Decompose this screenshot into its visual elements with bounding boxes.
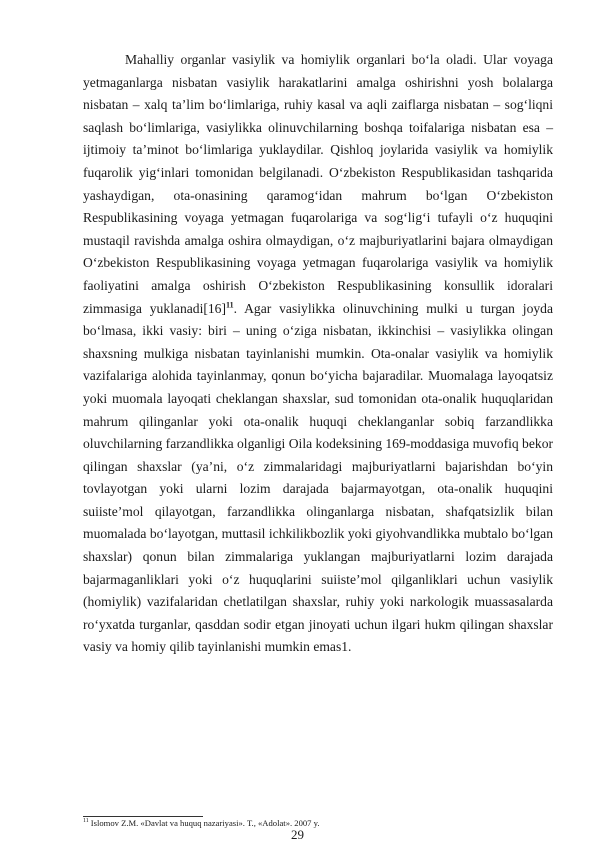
footnote-number: 11: [83, 818, 89, 825]
page-number: 29: [291, 827, 304, 842]
footnote-separator: [83, 816, 203, 817]
paragraph-text-part-1: Mahalliy organlar vasiylik va homiylik organlari bo‘la oladi. Ular voyaga yetmaganlarga nisbatan vasiylik harakatlarini amalga oshirishni yosh bolalarga nisbatan – xalq ta’lim bo‘limlariga, ruhiy kasal va aqli zaiflarga nisbatan – sog‘liqni saqlash bo‘limlariga, vasiylikka olinuvchilarning boshqa toifalariga nisbatan esa – ijtimoiy ta’minot bo‘limlariga yuklaydilar. Qishloq joylarida vasiylik va homiylik fuqarolik yig‘inlari tomonidan belgilanadi. O‘zbekiston Respublikasidan tashqarida yashaydigan, ota-onasining qaramog‘idan mahrum bo‘lgan O‘zbekiston Respublikasining voyaga yetmagan fuqarolariga va sog‘lig‘i tufayli o‘z huquqini mustaqil ravishda amalga oshira olmaydigan, o‘z majburiyatlarini bajara olmaydigan O‘zbekiston Respublikasining voyaga yetmagan fuqarolariga vasiylik va homiylik faoliyatini amalga oshirish O‘zbekiston Respublikasining konsullik idoralari zimmasiga yuklanadi[16]: [83, 52, 553, 316]
paragraph-text-part-2: . Agar vasiylikka olinuvchining mulki u turgan joyda bo‘lmasa, ikki vasiy: biri – uning o‘ziga nisbatan, ikkinchisi – vasiylikka olingan shaxsning mulkiga nisbatan tayinlanishi mumkin. Ota-onalar vasiylik va homiylik vazifalariga alohida tayinlanmay, qonun bo‘yicha bajaradilar. Muomalaga layoqatsiz yoki muomala layoqati cheklangan shaxslar, sud tomonidan ota-onalik huquqlaridan mahrum qilinganlar yoki ota-onalik huquqi cheklanganlar sobiq farzandlikka oluvchilarning farzandlikka olganligi Oila kodeksining 169-moddasiga muvofiq bekor qilingan shaxslar (ya’ni, o‘z zimmalaridagi majburiyatlarni bajarishdan bo‘yin tovlayotgan yoki ularni lozim darajada bajarmayotgan, ota-onalik huquqini suiiste’mol qilayotgan, farzandlikka olinganlarga nisbatan, shafqatsizlik bilan muomalada bo‘layotgan, muttasil ichkilikbozlik yoki giyohvandlikka mubtalo bo‘lgan shaxslar) qonun bilan zimmalariga yuklangan majburiyatlarni lozim darajada bajarmaganliklari yoki o‘z huquqlarini suiiste’mol qilganliklari uchun vasiylik (homiylik) vazifalaridan chetlatilgan shaxslar, ruhiy yoki narkologik muassasalarda ro‘yxatda turganlar, qasddan sodir etgan jinoyati uchun ilgari hukm qilingan shaxslar vasiy va homiy qilib tayinlanishi mumkin emas1.: [83, 300, 554, 655]
footnote-reference[interactable]: 11: [226, 300, 234, 309]
main-paragraph: [83, 49, 553, 659]
body-text: [83, 49, 553, 659]
footnote-text: Islomov Z.M. «Davlat va huquq nazariyasi». T., «Adolat». 2007 y.: [90, 818, 320, 828]
